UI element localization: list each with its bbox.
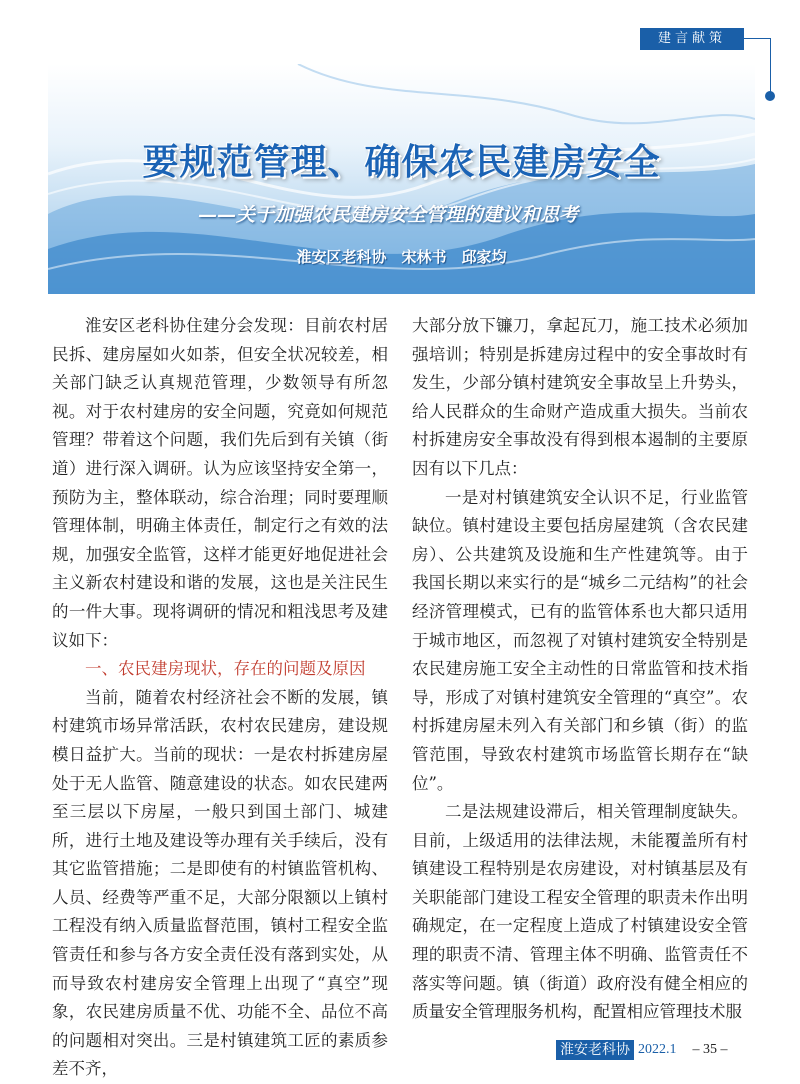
article-banner	[48, 64, 755, 294]
subsection-lead: 二是法规建设滞后，相关管理制度缺失。	[445, 802, 748, 822]
section-heading: 一、农民建房现状，存在的问题及原因	[85, 659, 366, 679]
paragraph	[412, 798, 748, 1027]
article-authors: 淮安区老科协 宋林书 邱家均	[296, 248, 507, 266]
paragraph-text: 目前，上级适用的法律法规，未能覆盖所有村镇建设工程特别是农房建设，对村镇基层及有关职能部门建设工程安全管理的职责未作出明确规定，在一定程度上造成了村镇建设安全管理的职责不清、管理主体不明确、监管责任不落实等问题。镇（街道）政府没有健全相应的质量安全管理服务机构，配置相应管理技术服	[412, 830, 748, 1022]
tab-connector-line	[744, 38, 770, 39]
paragraph-text: 镇村建设主要包括房屋建筑（含农民建房）、公共建筑及设施和生产性建筑等。由于我国长期以来实行的是“城乡二元结构”的社会经济管理模式，已有的监管体系也大都只适用于城市地区，而忽视了对镇村建筑安全特别是农民建房施工安全主动性的日常监管和技术指导，形成了对镇村建筑安全管理的“真空”。农村拆建房屋未列入有关部门和乡镇（街）的监管范围，导致农村建筑市场监管长期存在“缺位”。	[412, 516, 749, 793]
article-title: 要规范管理、确保农民建房安全	[142, 142, 661, 183]
journal-name: 淮安老科协	[556, 1040, 634, 1060]
paragraph: 大部分放下镰刀，拿起瓦刀，施工技术必须加强培训；特别是拆建房过程中的安全事故时有发生，少部分镇村建筑安全事故呈上升势头，给人民群众的生命财产造成重大损失。当前农村拆建房安全事故没有得到根本遏制的主要原因有以下几点：	[412, 316, 748, 478]
paragraph	[412, 484, 748, 799]
page-footer	[556, 1040, 728, 1060]
subsection-lead: 一是对村镇建筑安全认识不足，行业监管缺位。	[412, 487, 748, 536]
left-column	[52, 312, 388, 1084]
tab-dot	[765, 91, 775, 101]
article-subtitle: ——关于加强农民建房安全管理的建议和思考	[198, 204, 579, 226]
page-number: – 35 –	[692, 1042, 728, 1057]
paragraph: 当前，随着农村经济社会不断的发展，镇村建筑市场异常活跃，农村农民建房，建设规模日益扩大。当前的现状：一是农村拆建房屋处于无人监管、随意建设的状态。如农民建两至三层以下房屋，一般只到国土部门、城建所，进行土地及建设等办理有关手续后，没有其它监管措施；二是即使有的村镇监管机构、人员、经费等严重不足，大部分限额以上镇村工程没有纳入质量监督范围，镇村工程安全监管责任和参与各方安全责任没有落到实处，从而导致农村建房安全管理上出现了“真空”现象，农民建房质量不优、功能不全、品位不高的问题相对突出。三是村镇建筑工匠的素质参差不齐，	[52, 687, 388, 1079]
section-tab: 建言献策	[640, 28, 744, 50]
issue-number: 2022.1	[638, 1042, 677, 1057]
right-column	[412, 312, 748, 1027]
tab-connector-line-vertical	[770, 38, 771, 96]
paragraph: 淮安区老科协住建分会发现：目前农村居民拆、建房屋如火如荼，但安全状况较差，相关部门缺乏认真规范管理，少数领导有所忽视。对于农村建房的安全问题，究竟如何规范管理？带着这个问题，我们先后到有关镇（街道）进行深入调研。认为应该坚持安全第一，预防为主，整体联动，综合治理；同时要理顺管理体制，明确主体责任，制定行之有效的法规，加强安全监管，这样才能更好地促进社会主义新农村建设和谐的发展，这也是关注民生的一件大事。现将调研的情况和粗浅思考及建议如下：	[52, 316, 388, 650]
